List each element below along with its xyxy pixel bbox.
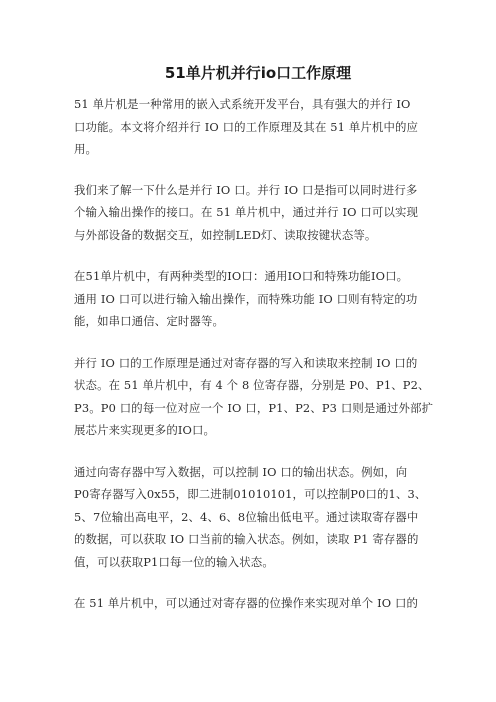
text-line: 个输入输出操作的接口。在 51 单片机中，通过并行 IO 口可以实现 xyxy=(74,205,419,219)
text-line: 展芯片来实现更多的IO口。 xyxy=(74,423,216,437)
text-line: 通过向寄存器中写入数据，可以控制 IO 口的输出状态。例如，向 xyxy=(74,464,408,479)
paragraph-working-principle xyxy=(74,352,440,442)
paragraph-intro xyxy=(74,93,440,161)
paragraph-what-is-parallel-io xyxy=(74,179,440,247)
paragraph-io-types xyxy=(74,265,440,333)
text-line: 5、7位输出高电平，2、4、6、8位输出低电平。通过读取寄存器中 xyxy=(74,509,419,524)
text-line: 与外部设备的数据交互，如控制LED灯、读取按键状态等。 xyxy=(74,227,377,242)
text-line: 通用 IO 口可以进行输入输出操作，而特殊功能 IO 口则有特定的功 xyxy=(74,291,418,306)
text-line: 状态。在 51 单片机中，有 4 个 8 位寄存器，分别是 P0、P1、P2、 xyxy=(74,378,430,392)
paragraph-register-write-read xyxy=(74,461,440,574)
text-line: 能，如串口通信、定时器等。 xyxy=(74,314,225,328)
text-line: 的数据，可以获取 IO 口当前的输入状态。例如，读取 P1 寄存器的 xyxy=(74,532,419,546)
paragraph-bit-operation xyxy=(74,592,440,615)
text-line: P3。P0 口的每一位对应一个 IO 口，P1、P2、P3 口则是通过外部扩 xyxy=(74,400,434,415)
text-line: 在 51 单片机中，可以通过对寄存器的位操作来实现对单个 IO 口的 xyxy=(74,596,419,610)
text-line: 51 单片机是一种常用的嵌入式系统开发平台，具有强大的并行 IO xyxy=(74,97,411,111)
text-line: 并行 IO 口的工作原理是通过对寄存器的写入和读取来控制 IO 口的 xyxy=(74,355,418,370)
text-line: 口功能。本文将介绍并行 IO 口的工作原理及其在 51 单片机中的应 xyxy=(74,119,419,134)
text-line: 用。 xyxy=(74,142,98,156)
text-line: P0寄存器写入0x55，即二进制01010101，可以控制P0口的1、3、 xyxy=(74,487,427,501)
text-line: 值，可以获取P1口每一位的输入状态。 xyxy=(74,554,274,569)
text-line: 在51单片机中，有两种类型的IO口：通用IO口和特殊功能IO口。 xyxy=(74,269,409,283)
document-title: 51单片机并行io口工作原理 xyxy=(164,64,352,82)
text-line: 我们来了解一下什么是并行 IO 口。并行 IO 口是指可以同时进行多 xyxy=(74,182,418,197)
